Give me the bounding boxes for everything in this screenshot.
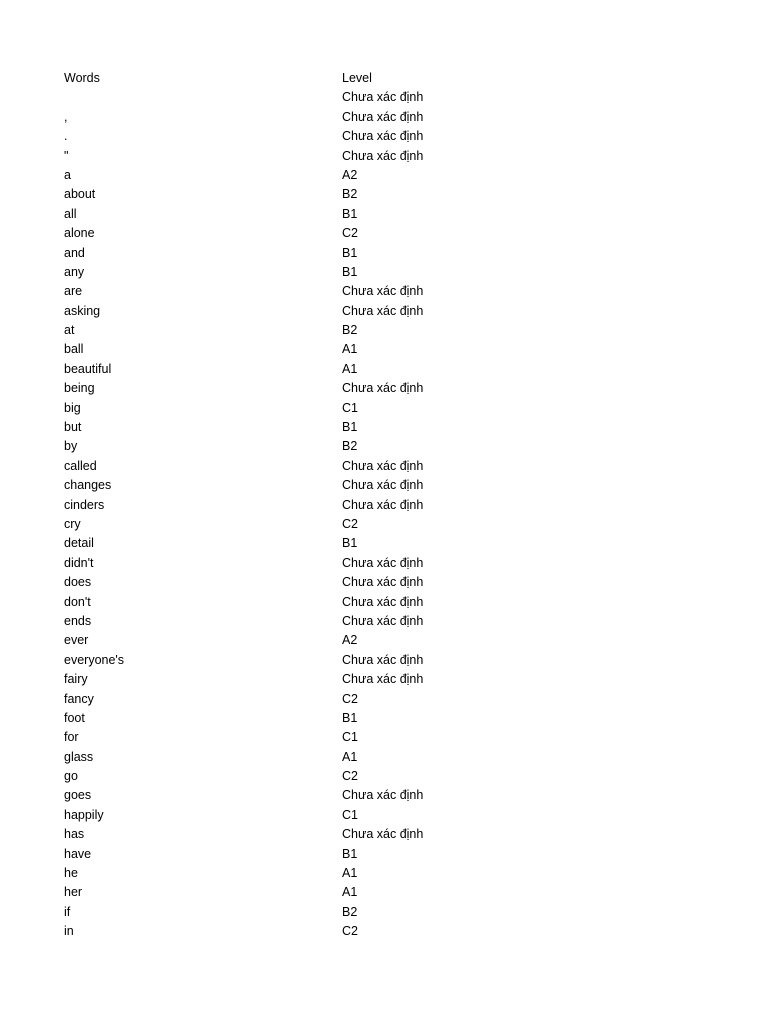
level-cell: Chưa xác định (342, 458, 424, 473)
level-cell: Chưa xác định (342, 652, 424, 667)
word-cell: in (64, 924, 74, 939)
word-cell: and (64, 245, 85, 260)
level-cell: B2 (342, 439, 358, 454)
word-cell: but (64, 420, 82, 435)
level-cell: Chưa xác định (342, 555, 424, 570)
level-cell: Chưa xác định (342, 129, 424, 144)
level-cell: B1 (342, 264, 358, 279)
level-cell: B2 (342, 323, 358, 338)
level-cell: B1 (342, 710, 358, 725)
table-row (64, 709, 624, 728)
word-cell: has (64, 827, 85, 842)
table-row (64, 360, 624, 379)
table-row (64, 748, 624, 767)
table-row (64, 399, 624, 418)
level-cell: B2 (342, 904, 358, 919)
level-cell: C1 (342, 807, 358, 822)
word-cell: detail (64, 536, 94, 551)
level-cell: C2 (342, 226, 358, 241)
level-cell: Chưa xác định (342, 148, 424, 163)
table-row (64, 728, 624, 747)
table-row (64, 631, 624, 650)
table-row (64, 127, 624, 146)
table-row (64, 922, 624, 941)
table-row (64, 845, 624, 864)
word-cell: happily (64, 807, 104, 822)
word-cell: if (64, 904, 71, 919)
level-cell: B1 (342, 420, 358, 435)
level-cell: Chưa xác định (342, 613, 424, 628)
level-cell: Chưa xác định (342, 788, 424, 803)
table-row (64, 321, 624, 340)
word-cell: cry (64, 516, 81, 531)
table-row (64, 573, 624, 592)
word-cell: . (64, 129, 68, 144)
level-cell: Chưa xác định (342, 109, 424, 124)
table-row (64, 282, 624, 301)
level-cell: A1 (342, 749, 358, 764)
table-row (64, 302, 624, 321)
table-row (64, 554, 624, 573)
level-cell: B1 (342, 536, 358, 551)
level-cell: A1 (342, 342, 358, 357)
level-cell: Chưa xác định (342, 478, 424, 493)
word-cell: her (64, 885, 83, 900)
level-cell: Chưa xác định (342, 575, 424, 590)
table-row (64, 670, 624, 689)
word-cell: beautiful (64, 361, 112, 376)
word-cell: asking (64, 303, 101, 318)
level-cell: Chưa xác định (342, 381, 424, 396)
table-row (64, 690, 624, 709)
word-cell: go (64, 769, 78, 784)
table-row (64, 88, 624, 107)
word-cell: he (64, 866, 78, 881)
level-cell: Chưa xác định (342, 594, 424, 609)
word-cell: ball (64, 342, 84, 357)
level-cell: A1 (342, 361, 358, 376)
word-cell: at (64, 323, 75, 338)
table-row (64, 147, 624, 166)
word-cell: goes (64, 788, 92, 803)
word-cell: everyone's (64, 652, 125, 667)
level-cell: Chưa xác định (342, 303, 424, 318)
level-cell: C2 (342, 516, 358, 531)
word-cell: changes (64, 478, 112, 493)
level-cell: C2 (342, 924, 358, 939)
level-cell: A2 (342, 167, 358, 182)
level-cell: C1 (342, 400, 358, 415)
level-cell: Chưa xác định (342, 827, 424, 842)
word-level-table (64, 69, 624, 942)
table-row (64, 903, 624, 922)
word-cell: a (64, 167, 71, 182)
level-cell: B1 (342, 846, 358, 861)
table-row (64, 515, 624, 534)
level-cell: C2 (342, 769, 358, 784)
level-cell: C2 (342, 691, 358, 706)
table-row (64, 651, 624, 670)
table-body (64, 88, 624, 941)
word-cell: any (64, 264, 85, 279)
word-cell: does (64, 575, 92, 590)
word-cell: are (64, 284, 83, 299)
word-cell: " (64, 148, 69, 163)
word-cell (64, 88, 342, 107)
level-cell: Chưa xác định (342, 672, 424, 687)
table-header (64, 69, 624, 88)
word-cell: big (64, 400, 81, 415)
table-row (64, 437, 624, 456)
word-cell: by (64, 439, 78, 454)
table-row (64, 224, 624, 243)
level-cell: B1 (342, 206, 358, 221)
word-cell: called (64, 458, 97, 473)
table-row (64, 263, 624, 282)
table-row (64, 786, 624, 805)
table-row (64, 806, 624, 825)
level-cell: B1 (342, 245, 358, 260)
table-row (64, 418, 624, 437)
word-cell: alone (64, 226, 95, 241)
level-cell: A1 (342, 885, 358, 900)
table-row (64, 244, 624, 263)
table-row (64, 340, 624, 359)
table-row (64, 593, 624, 612)
table-row (64, 534, 624, 553)
word-cell: ever (64, 633, 89, 648)
word-cell: glass (64, 749, 94, 764)
table-row (64, 612, 624, 631)
level-cell: Chưa xác định (342, 497, 424, 512)
word-cell: for (64, 730, 79, 745)
level-cell: Chưa xác định (342, 90, 424, 105)
word-cell: being (64, 381, 95, 396)
table-row (64, 767, 624, 786)
level-cell: A2 (342, 633, 358, 648)
words-column-header: Words (64, 71, 100, 85)
word-cell: foot (64, 710, 85, 725)
word-cell: don't (64, 594, 91, 609)
word-cell: have (64, 846, 92, 861)
table-row (64, 457, 624, 476)
table-row (64, 166, 624, 185)
word-cell: fancy (64, 691, 94, 706)
word-cell: didn't (64, 555, 94, 570)
word-cell: about (64, 187, 96, 202)
table-row (64, 108, 624, 127)
level-cell: Chưa xác định (342, 284, 424, 299)
table-row (64, 185, 624, 204)
table-row (64, 864, 624, 883)
word-cell: all (64, 206, 77, 221)
table-row (64, 883, 624, 902)
table-row (64, 825, 624, 844)
level-column-header: Level (342, 71, 372, 85)
table-row (64, 205, 624, 224)
word-cell: cinders (64, 497, 105, 512)
word-cell: fairy (64, 672, 88, 687)
level-cell: C1 (342, 730, 358, 745)
table-row (64, 476, 624, 495)
word-cell: , (64, 109, 68, 124)
table-row (64, 496, 624, 515)
level-cell: A1 (342, 866, 358, 881)
table-row (64, 379, 624, 398)
level-cell: B2 (342, 187, 358, 202)
word-cell: ends (64, 613, 92, 628)
